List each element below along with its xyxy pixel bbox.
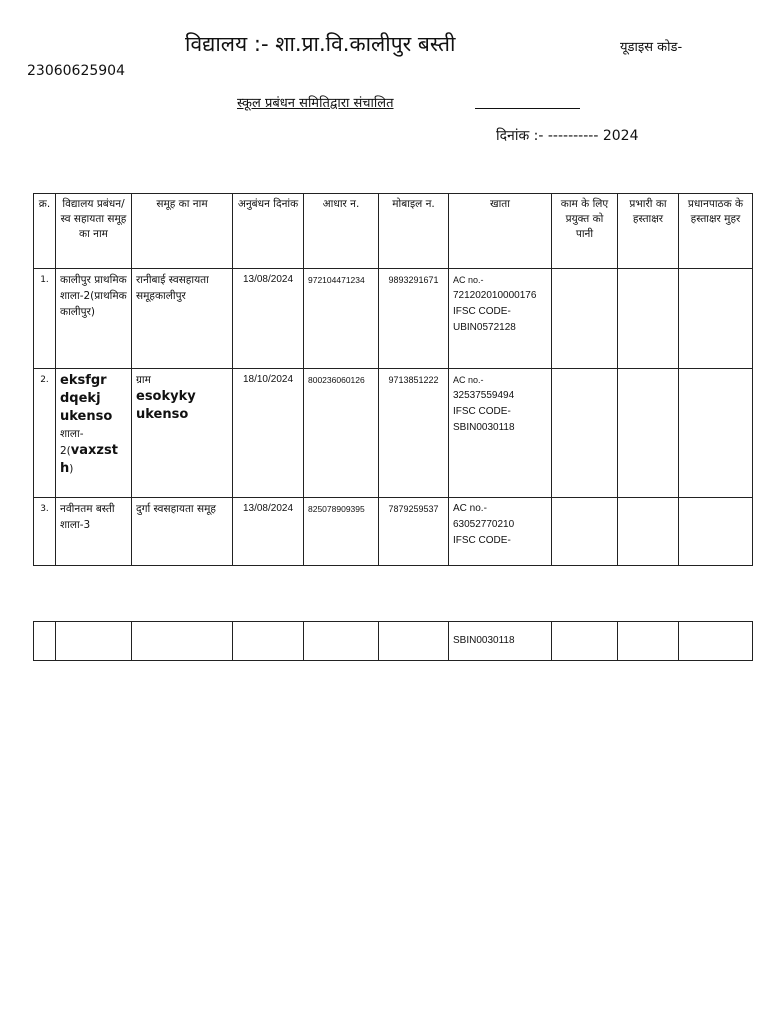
row-sno: 1. — [34, 269, 56, 369]
row-sno: 3. — [34, 498, 56, 566]
row-group — [132, 369, 233, 498]
row-group: दुर्गा स्वसहायता समूह — [132, 498, 233, 566]
cont-cell — [679, 622, 753, 661]
row-headmaster-sign — [679, 269, 753, 369]
bank-ifsc-code: SBIN0030118 — [449, 622, 552, 661]
document-subtitle: स्कूल प्रबंधन समितिद्वारा संचालित — [237, 96, 394, 111]
bank-ac-label: AC no.- — [453, 275, 484, 285]
bank-ifsc-label: IFSC CODE- — [453, 306, 511, 317]
row-mobile: 7879259537 — [379, 498, 449, 566]
row-bank — [449, 498, 552, 566]
row-group: रानीबाई स्वसहायता समूहकालीपुर — [132, 269, 233, 369]
row-date: 13/08/2024 — [233, 269, 304, 369]
row-headmaster-sign — [679, 369, 753, 498]
cont-cell — [132, 622, 233, 661]
table-row — [34, 369, 753, 498]
row-water — [552, 369, 618, 498]
row-incharge-sign — [618, 369, 679, 498]
row-water — [552, 498, 618, 566]
school-title: विद्यालय :- शा.प्रा.वि.कालीपुर बस्ती — [185, 32, 456, 56]
header-date: अनुबंधन दिनांक — [233, 194, 304, 269]
cont-cell — [618, 622, 679, 661]
cont-cell — [233, 622, 304, 661]
header-group: समूह का नाम — [132, 194, 233, 269]
bank-account-number: 32537559494 — [453, 390, 515, 401]
cont-cell — [552, 622, 618, 661]
cont-cell — [34, 622, 56, 661]
header-aadhar: आधार न. — [304, 194, 379, 269]
allocation-table — [33, 193, 753, 566]
row-aadhar: 800236060126 — [304, 369, 379, 498]
row-incharge-sign — [618, 498, 679, 566]
row-date: 18/10/2024 — [233, 369, 304, 498]
cont-cell — [56, 622, 132, 661]
header-bank: खाता — [449, 194, 552, 269]
bank-ifsc-code: UBIN0572128 — [453, 322, 516, 333]
header-water: काम के लिए प्रयुक्त को पानी — [552, 194, 618, 269]
row-aadhar: 972104471234 — [304, 269, 379, 369]
row-bank — [449, 369, 552, 498]
school-text: h — [60, 461, 70, 476]
school-line — [60, 460, 127, 478]
date-label: दिनांक :- ---------- 2024 — [496, 128, 639, 144]
bank-account-number: 721202010000176 — [453, 290, 537, 301]
row-mobile: 9713851222 — [379, 369, 449, 498]
header-mobile: मोबाइल न. — [379, 194, 449, 269]
header-incharge-sign: प्रभारी का हस्ताक्षर — [618, 194, 679, 269]
udise-label: यूडाइस कोड- — [620, 40, 683, 55]
cont-cell — [304, 622, 379, 661]
school-line — [60, 442, 127, 460]
school-text: vaxzst — [70, 443, 118, 458]
row-school: नवीनतम बस्ती शाला-3 — [56, 498, 132, 566]
row-headmaster-sign — [679, 498, 753, 566]
row-bank — [449, 269, 552, 369]
school-text: ) — [69, 463, 74, 475]
row-aadhar: 825078909395 — [304, 498, 379, 566]
header-school: विद्यालय प्रबंधन/स्व सहायता समूह का नाम — [56, 194, 132, 269]
header-headmaster-sign: प्रधानपाठक के हस्ताक्षर मुहर — [679, 194, 753, 269]
table-row — [34, 622, 753, 661]
row-incharge-sign — [618, 269, 679, 369]
bank-ifsc-code: SBIN0030118 — [453, 422, 515, 433]
bank-ac-label: AC no.- — [453, 503, 487, 514]
header-sno: क्र. — [34, 194, 56, 269]
row-sno: 2. — [34, 369, 56, 498]
group-line: esokyky — [136, 389, 196, 404]
table-row — [34, 269, 753, 369]
table-header-row — [34, 194, 753, 269]
cont-cell — [379, 622, 449, 661]
bank-account-number: 63052770210 — [453, 519, 515, 530]
school-text: 2( — [60, 445, 71, 457]
group-line: ukenso — [136, 407, 189, 422]
group-line: ग्राम — [136, 374, 151, 386]
school-line: eksfgr — [60, 373, 107, 388]
school-line: शाला- — [60, 428, 84, 440]
udise-code: 23060625904 — [27, 63, 125, 79]
school-line: dqekj — [60, 391, 101, 406]
bank-ac-label: AC no.- — [453, 375, 484, 385]
subtitle-underline — [475, 108, 580, 109]
row-date: 13/08/2024 — [233, 498, 304, 566]
school-line: ukenso — [60, 409, 113, 424]
row-mobile: 9893291671 — [379, 269, 449, 369]
table-row — [34, 498, 753, 566]
row-water — [552, 269, 618, 369]
continuation-table — [33, 621, 753, 661]
bank-ifsc-label: IFSC CODE- — [453, 535, 511, 546]
bank-ifsc-label: IFSC CODE- — [453, 406, 511, 417]
row-school — [56, 369, 132, 498]
row-school: कालीपुर प्राथमिक शाला-2(प्राथमिक कालीपुर) — [56, 269, 132, 369]
